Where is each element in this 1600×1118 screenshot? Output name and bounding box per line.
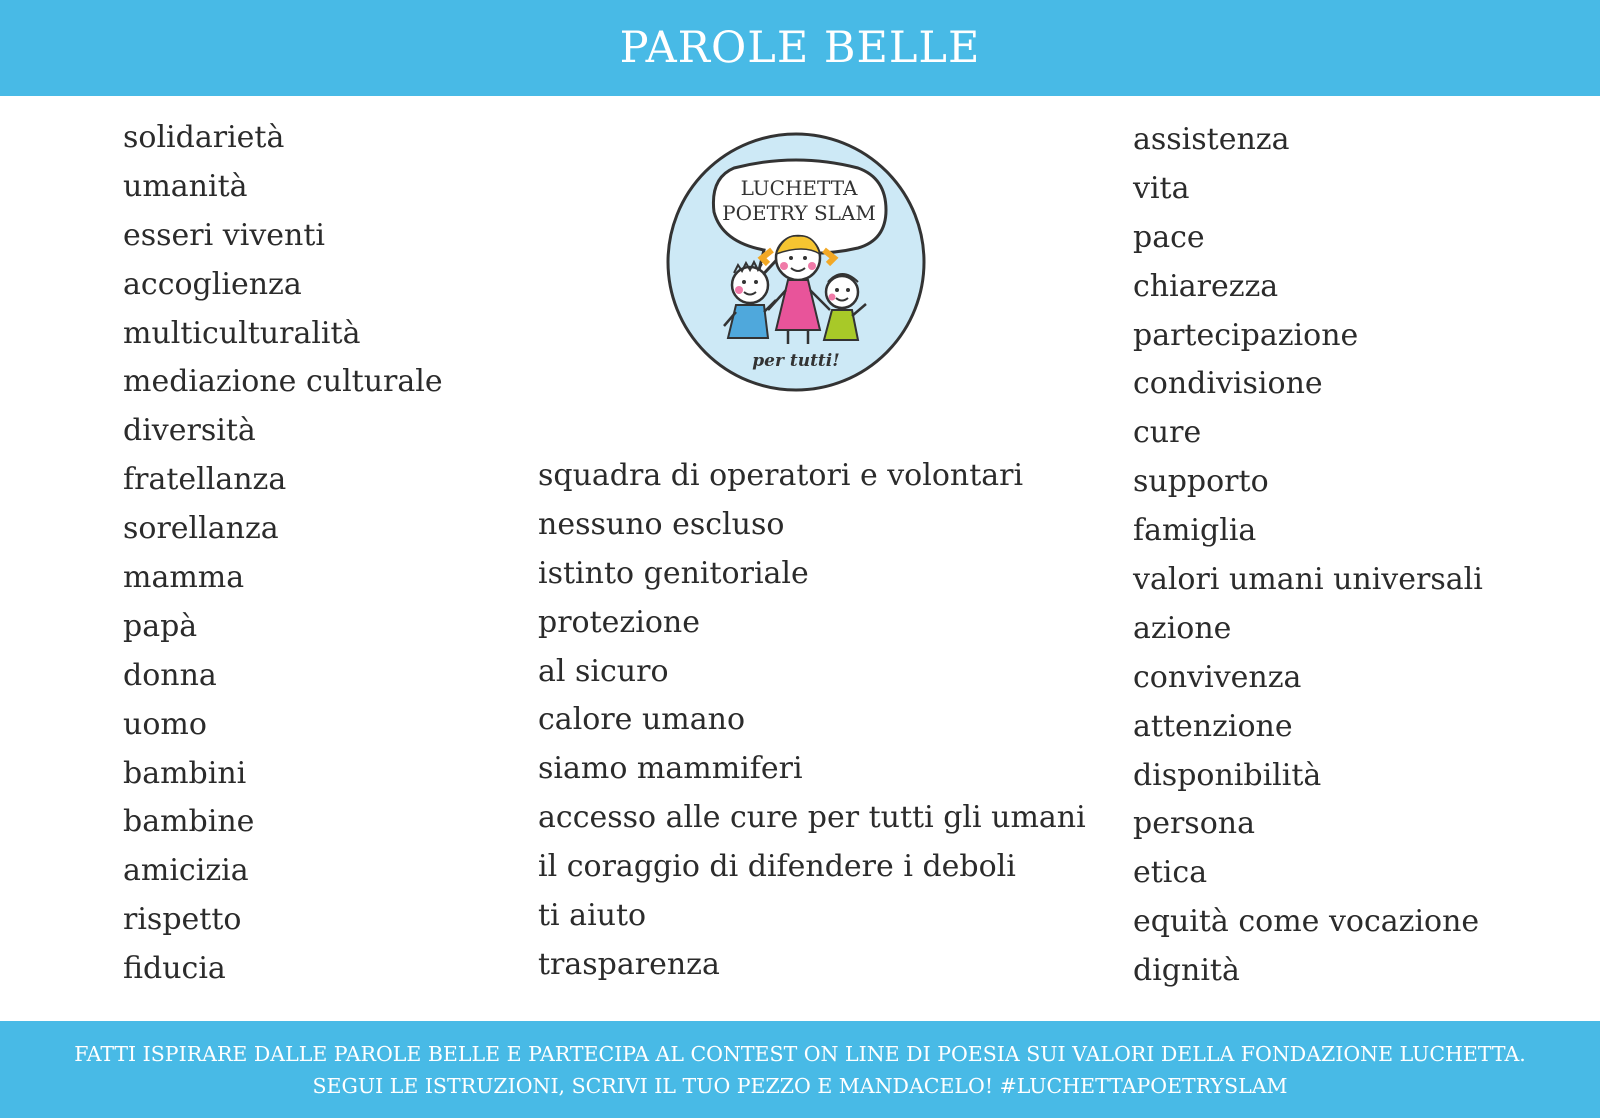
page-title: PAROLE BELLE (619, 23, 981, 73)
word-item: vita (1133, 170, 1190, 206)
word-item: istinto genitoriale (538, 555, 809, 591)
word-item: cure (1133, 415, 1202, 451)
word-item: pace (1133, 219, 1205, 255)
word-item: donna (123, 657, 217, 693)
footer-text-line1: FATTI ISPIRARE DALLE PAROLE BELLE E PARTECIPA AL CONTEST ON LINE DI POESIA SUI VALORI DELLA FONDAZIONE LUCHETTA. (74, 1041, 1526, 1066)
logo-text-line1: LUCHETTA (740, 176, 858, 200)
word-item: fiducia (123, 951, 226, 987)
word-item: disponibilità (1133, 757, 1322, 793)
word-item: mediazione culturale (123, 364, 443, 400)
word-item: equità come vocazione (1133, 904, 1480, 940)
word-item: dignità (1133, 953, 1240, 989)
word-item: uomo (123, 706, 207, 742)
word-item: al sicuro (538, 653, 669, 689)
logo-tagline: per tutti! (752, 351, 840, 371)
word-item: calore umano (538, 702, 746, 738)
word-item: multiculturalità (123, 315, 361, 351)
word-item: accesso alle cure per tutti gli umani (538, 800, 1086, 836)
word-item: protezione (538, 604, 700, 640)
word-item: nessuno escluso (538, 506, 785, 542)
word-item: siamo mammiferi (538, 751, 803, 787)
word-item: supporto (1133, 464, 1269, 500)
word-item: mamma (123, 560, 245, 596)
luchetta-poetry-slam-logo (664, 130, 928, 394)
word-item: accoglienza (123, 266, 302, 302)
word-item: fratellanza (123, 462, 287, 498)
footer-text-line2: SEGUI LE ISTRUZIONI, SCRIVI IL TUO PEZZO E MANDACELO! #LUCHETTAPOETRYSLAM (312, 1073, 1288, 1098)
word-item: etica (1133, 855, 1208, 891)
word-item: trasparenza (538, 946, 720, 982)
logo-text-line2: POETRY SLAM (722, 201, 876, 225)
word-item: attenzione (1133, 708, 1293, 744)
word-item: il coraggio di difendere i deboli (538, 849, 1016, 885)
word-item: papà (123, 608, 198, 644)
word-item: umanità (123, 168, 248, 204)
word-item: chiarezza (1133, 268, 1279, 304)
word-item: convivenza (1133, 659, 1302, 695)
word-item: famiglia (1133, 513, 1257, 549)
word-item: amicizia (123, 853, 249, 889)
word-item: partecipazione (1133, 317, 1359, 353)
word-item: persona (1133, 806, 1255, 842)
word-item: assistenza (1133, 122, 1290, 157)
word-item: diversità (123, 413, 256, 449)
word-list-left (123, 114, 443, 994)
word-item: sorellanza (123, 511, 279, 547)
word-list-middle (538, 452, 1086, 990)
word-item: ti aiuto (538, 898, 647, 934)
footer-bar (0, 1021, 1600, 1118)
word-item: azione (1133, 610, 1232, 646)
word-item: rispetto (123, 902, 242, 938)
word-list-right (1133, 116, 1483, 996)
word-item: esseri viventi (123, 217, 325, 253)
word-item: condivisione (1133, 366, 1323, 402)
word-item: bambine (123, 804, 255, 840)
word-item: solidarietà (123, 120, 285, 155)
word-item: bambini (123, 755, 247, 791)
word-item: valori umani universali (1133, 562, 1483, 598)
header-bar (0, 0, 1600, 96)
word-item: squadra di operatori e volontari (538, 458, 1024, 493)
